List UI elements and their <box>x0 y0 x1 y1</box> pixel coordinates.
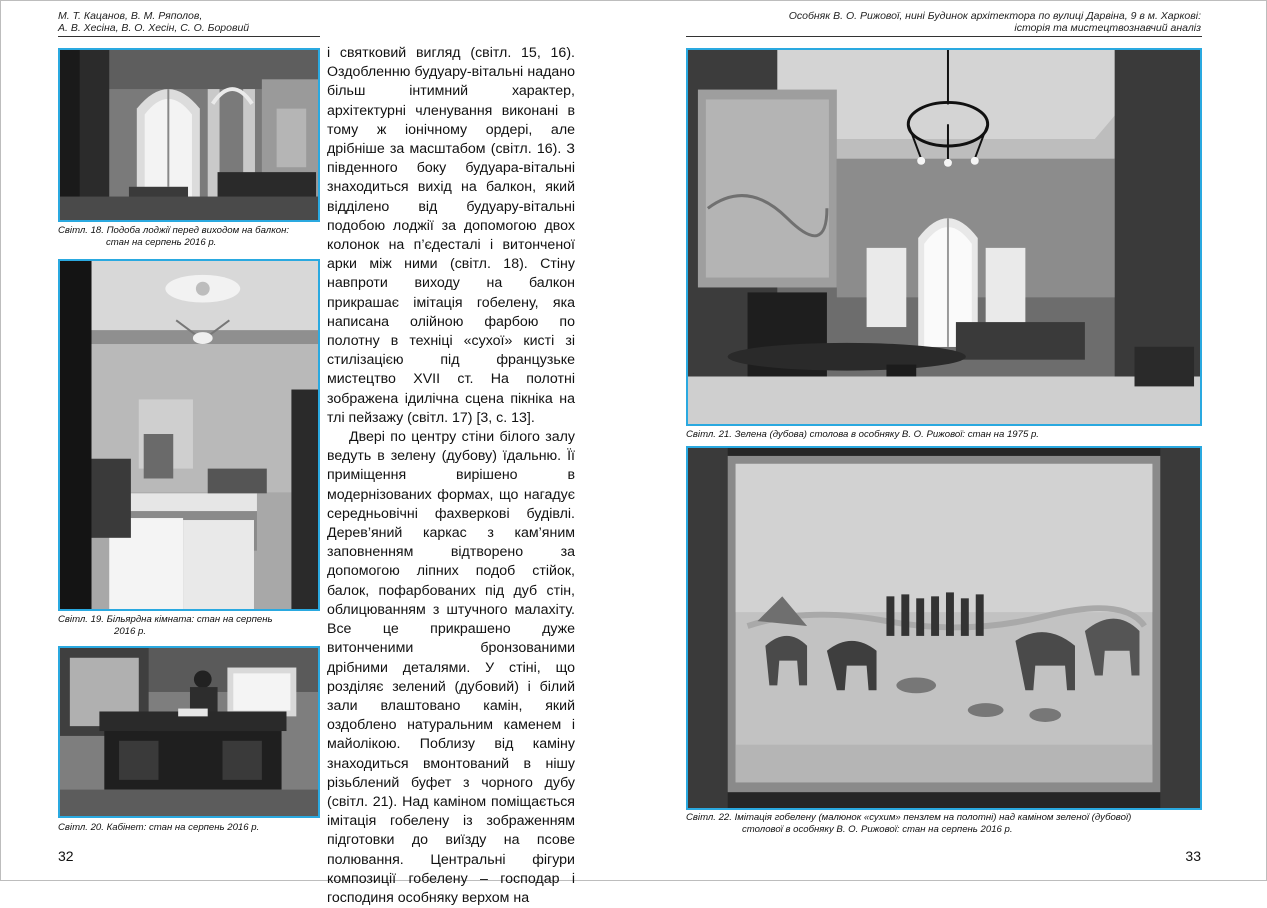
photo-green-dining-room <box>686 48 1202 426</box>
photo-billiard-room <box>58 259 320 611</box>
header-title-line2: історія та мистецтвознавчий аналіз <box>1014 22 1201 34</box>
page-number-left: 32 <box>58 848 74 864</box>
photo-tapestry-imitation <box>686 446 1202 810</box>
caption-22-line1: Світл. 22. Імітація гобелену (малюнок «сухим» пензлем на полотні) над каміном зеленої (дубової) <box>686 812 1132 823</box>
caption-photo-22 <box>686 812 1206 835</box>
running-header-authors <box>58 10 358 34</box>
caption-photo-18 <box>58 225 323 248</box>
body-paragraph-2: Двері по центру стіни білого залу ведуть в зелену (дубову) їдальню. Її приміщення вирішено в модернізованих формах, що нагадує середньовічні фахверкові будівлі. Дерев’яний каркас з кам’яним заповненням відтворено за допомогою ліпних подоб стійок, балок, пофарбованих під дуб стін, облицюванням з штучного малахіту. Все це прикрашено дуже витонченими бронзованими дрібними деталями. У стіні, що розділяє зелений (дубовий) і білий зали влаштовано камін, який оздоблено натуральним каменем і майолікою. Поблизу від каміну знаходиться вмонтований в нішу різьблений буфет з чорного дубу (світл. 21). Над каміном поміщається імітація гобелену із зображенням підготовки до виїзду на псове полювання. Центральні фігури композиції гобелену – господар і господиня особняку верхом на <box>327 429 575 906</box>
caption-22-line2: столової в особняку В. О. Рижової: стан на серпень 2016 р. <box>742 823 1013 835</box>
body-text-column <box>327 44 575 908</box>
header-title-line1: Особняк В. О. Рижової, нині Будинок архітектора по вулиці Дарвіна, 9 в м. Харкові: <box>788 10 1201 22</box>
caption-19-line2: 2016 р. <box>114 625 147 637</box>
caption-photo-21: Світл. 21. Зелена (дубова) столова в особняку В. О. Рижової: стан на 1975 р. <box>686 429 1039 440</box>
caption-photo-20: Світл. 20. Кабінет: стан на серпень 2016 р. <box>58 822 260 833</box>
photo-loggia <box>58 48 320 222</box>
photo-cabinet <box>58 646 320 818</box>
header-authors-line1: М. Т. Кацанов, В. М. Ряполов, <box>58 10 203 22</box>
header-authors-line2: А. В. Хесіна, В. О. Хесін, С. О. Боровий <box>58 22 250 34</box>
page-number-right: 33 <box>1185 848 1201 864</box>
header-rule-left <box>58 36 320 37</box>
caption-19-line1: Світл. 19. Більярдна кімната: стан на серпень <box>58 614 273 625</box>
caption-photo-19 <box>58 614 323 637</box>
running-header-title <box>681 10 1201 34</box>
caption-18-line2: стан на серпень 2016 р. <box>106 236 217 248</box>
caption-18-line1: Світл. 18. Подоба лоджії перед виходом на балкон: <box>58 225 290 236</box>
body-paragraph-1: і святковий вигляд (світл. 15, 16). Оздобленню будуару-вітальні надано більш інтимний характер, архітектурні членування виконані в тому ж іонічному ордері, але дрібніше за масштабом (світл. 16). З південного боку будуара-вітальні знаходиться вихід на балкон, який відділено від будуару-вітальні подобою лоджії за допомогою двох колонок на п’єдесталі і витонченої арки між ними (світл. 18). Стіну навпроти виходу на балкон прикрашає імітація гобелену, яка написана олійною фарбою по полотну в техніці «сухої» кисті зі стилізацією під французьке мистецтво XVII ст. На полотні зображена ідилічна сцена пікніка на тлі пейзажу (світл. 17) [3, с. 13]. <box>327 45 575 426</box>
header-rule-right <box>686 36 1202 37</box>
